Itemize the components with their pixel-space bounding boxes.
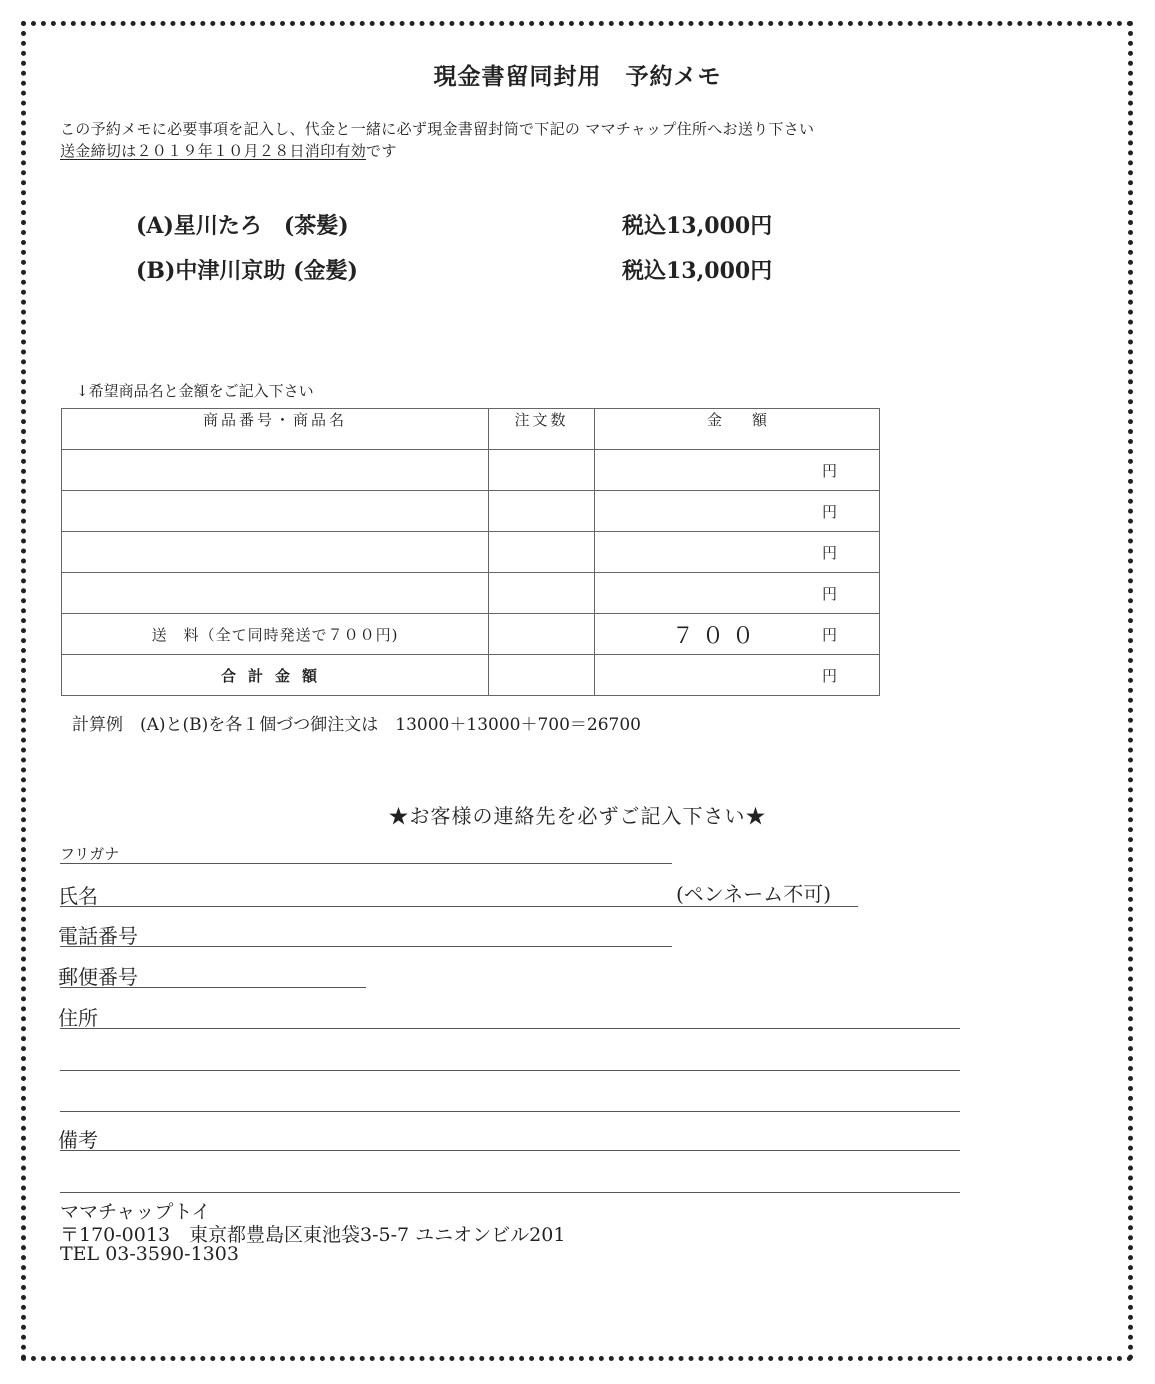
table-row (62, 532, 880, 573)
phone-label: 電話番号 (58, 924, 138, 948)
address-label: 住所 (58, 1006, 98, 1030)
yen-label: 円 (821, 461, 837, 480)
intro-line-1: この予約メモに必要事項を記入し、代金と一緒に必ず現金書留封筒で下記の ママチャップ住所へお送り下さい (60, 120, 815, 138)
shipping-amount: ７００ (671, 623, 762, 649)
remarks-field-line-1[interactable] (60, 1150, 960, 1151)
product-cell[interactable] (62, 532, 489, 573)
order-table-header (62, 409, 880, 450)
quantity-cell[interactable] (489, 532, 595, 573)
table-row (62, 491, 880, 532)
header-amount: 金 額 (595, 409, 880, 450)
remarks-field-line-2[interactable] (60, 1192, 960, 1193)
total-row (62, 655, 880, 696)
deadline-text: 送金締切は２０１９年１０月２８日消印有効 (60, 142, 367, 160)
postal-field[interactable] (60, 987, 366, 988)
shipping-quantity-cell (489, 614, 595, 655)
company-address: 〒170-0013 東京都豊島区東池袋3-5-7 ユニオンビル201 (60, 1224, 566, 1246)
yen-label: 円 (821, 584, 837, 603)
table-row (62, 573, 880, 614)
intro-line-2 (60, 140, 397, 161)
address-field-line-1[interactable] (60, 1028, 960, 1029)
shipping-row (62, 614, 880, 655)
address-field-line-3[interactable] (60, 1111, 960, 1112)
amount-cell[interactable] (595, 532, 880, 573)
page-title: 現金書留同封用 予約メモ (433, 63, 722, 90)
furigana-label: フリガナ (60, 845, 120, 863)
pen-name-note: (ペンネーム不可) (676, 882, 832, 906)
amount-cell[interactable] (595, 491, 880, 532)
product-a-name: (A)星川たろ (茶髪) (136, 213, 349, 239)
order-hint: ↓希望商品名と金額をご記入下さい (76, 382, 314, 400)
quantity-cell[interactable] (489, 491, 595, 532)
order-table (61, 408, 880, 696)
product-a-price: 税込13,000円 (622, 213, 773, 239)
name-field[interactable] (60, 906, 858, 907)
yen-label: 円 (821, 625, 837, 644)
product-b-name: (B)中津川京助 (金髪) (136, 258, 358, 284)
contact-heading: ★お客様の連絡先を必ずご記入下さい★ (388, 804, 767, 828)
amount-cell[interactable] (595, 573, 880, 614)
product-b-price: 税込13,000円 (622, 258, 773, 284)
shipping-amount-cell (595, 614, 880, 655)
product-cell[interactable] (62, 450, 489, 491)
total-amount-cell[interactable] (595, 655, 880, 696)
company-name: ママチャップトイ (60, 1201, 211, 1223)
postal-label: 郵便番号 (58, 965, 138, 989)
furigana-field[interactable] (60, 863, 672, 864)
table-row (62, 450, 880, 491)
total-quantity-cell (489, 655, 595, 696)
yen-label: 円 (821, 543, 837, 562)
yen-label: 円 (821, 666, 837, 685)
product-cell[interactable] (62, 573, 489, 614)
shipping-label: 送 料（全て同時発送で７００円) (62, 614, 489, 655)
remarks-label: 備考 (58, 1128, 98, 1152)
header-quantity: 注文数 (489, 409, 595, 450)
product-cell[interactable] (62, 491, 489, 532)
company-phone: TEL 03-3590-1303 (60, 1243, 239, 1265)
phone-field[interactable] (60, 946, 672, 947)
calculation-example: 計算例 (A)と(B)を各１個づつ御注文は 13000＋13000＋700＝26700 (72, 715, 641, 735)
name-label: 氏名 (58, 884, 98, 908)
amount-cell[interactable] (595, 450, 880, 491)
quantity-cell[interactable] (489, 450, 595, 491)
quantity-cell[interactable] (489, 573, 595, 614)
yen-label: 円 (821, 502, 837, 521)
header-product: 商品番号・商品名 (62, 409, 489, 450)
deadline-suffix: です (366, 142, 397, 160)
total-label: 合計金額 (62, 655, 489, 696)
address-field-line-2[interactable] (60, 1070, 960, 1071)
